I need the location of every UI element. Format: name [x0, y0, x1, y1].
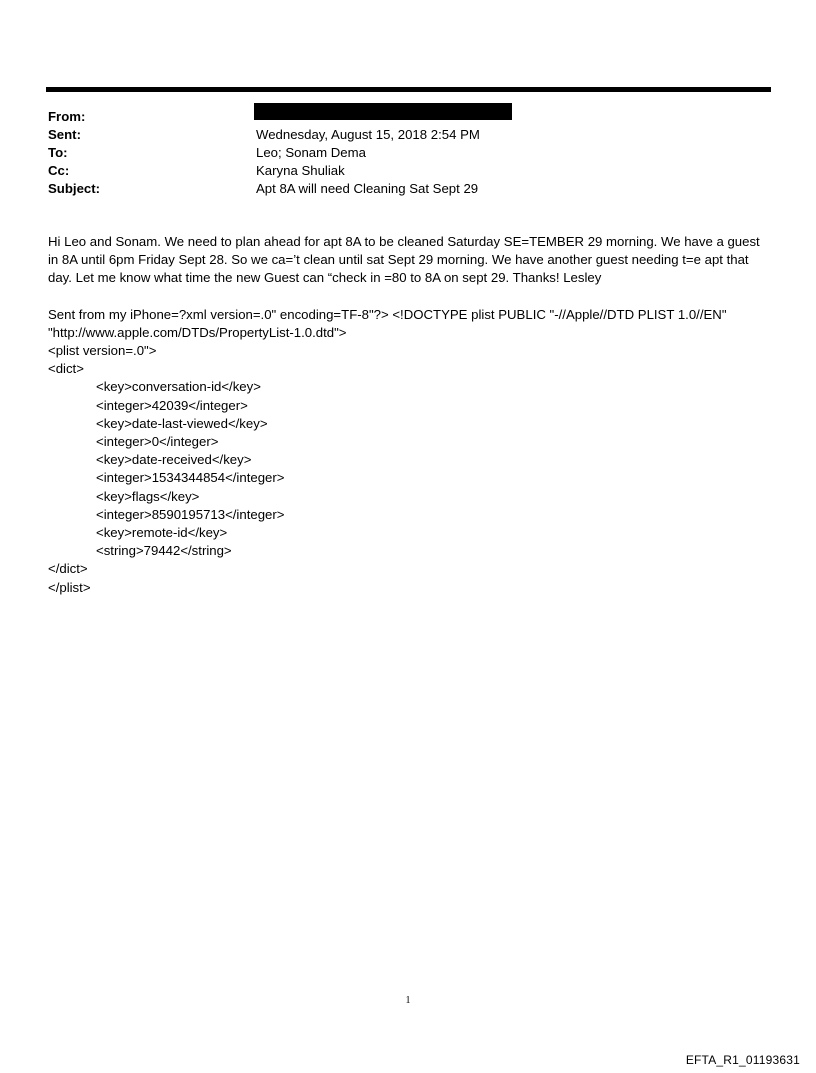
plist-entry: <integer>8590195713</integer>	[96, 506, 285, 522]
plist-entry: <string>79442</string>	[96, 543, 232, 559]
email-header	[48, 108, 748, 198]
sent-row	[48, 126, 748, 144]
subject-value: Apt 8A will need Cleaning Sat Sept 29	[256, 181, 479, 196]
to-label: To:	[48, 145, 68, 160]
email-body	[48, 233, 768, 597]
to-row	[48, 144, 748, 162]
body-line: in 8A until 6pm Friday Sept 28. So we ca=’t clean until sat Sept 29 morning. We have another guest needing t=e apt that	[48, 252, 749, 268]
cc-row	[48, 162, 748, 180]
plist-open: <plist version=.0">	[48, 343, 157, 359]
cc-label: Cc:	[48, 163, 70, 178]
plist-entry: <key>date-last-viewed</key>	[96, 415, 268, 431]
signature-line: "http://www.apple.com/DTDs/PropertyList-1.0.dtd">	[48, 324, 347, 340]
plist-block	[48, 342, 768, 597]
header-divider	[46, 87, 771, 92]
paragraph-gap	[48, 288, 768, 306]
dict-open: <dict>	[48, 361, 84, 377]
cc-value: Karyna Shuliak	[256, 163, 345, 178]
body-line: Hi Leo and Sonam. We need to plan ahead for apt 8A to be cleaned Saturday SE=TEMBER 29 morning. We have a guest	[48, 234, 760, 249]
subject-label: Subject:	[48, 181, 101, 196]
plist-close: </plist>	[48, 579, 91, 595]
sent-label: Sent:	[48, 127, 81, 142]
subject-row	[48, 180, 748, 198]
dict-close: </dict>	[48, 561, 88, 577]
plist-entry: <key>flags</key>	[96, 488, 200, 504]
redaction-bar	[254, 103, 512, 120]
body-line: day. Let me know what time the new Guest can “check in =80 to 8A on sept 29. Thanks! Lesley	[48, 270, 602, 286]
plist-entry: <key>conversation-id</key>	[96, 379, 261, 395]
from-label: From:	[48, 109, 86, 124]
document-id: EFTA_R1_01193631	[685, 1053, 800, 1067]
to-value: Leo; Sonam Dema	[256, 145, 366, 160]
page-number: 1	[405, 995, 411, 1006]
plist-entry: <key>date-received</key>	[96, 452, 252, 468]
plist-entry: <integer>0</integer>	[96, 434, 219, 450]
plist-entry: <integer>42039</integer>	[96, 397, 248, 413]
sent-value: Wednesday, August 15, 2018 2:54 PM	[256, 127, 480, 142]
from-row	[48, 108, 748, 126]
signature-line: Sent from my iPhone=?xml version=.0" encoding=TF-8"?> <!DOCTYPE plist PUBLIC "-//Apple//DTD PLIST 1.0//EN"	[48, 306, 727, 322]
plist-entry: <integer>1534344854</integer>	[96, 470, 285, 486]
plist-entry: <key>remote-id</key>	[96, 525, 228, 541]
